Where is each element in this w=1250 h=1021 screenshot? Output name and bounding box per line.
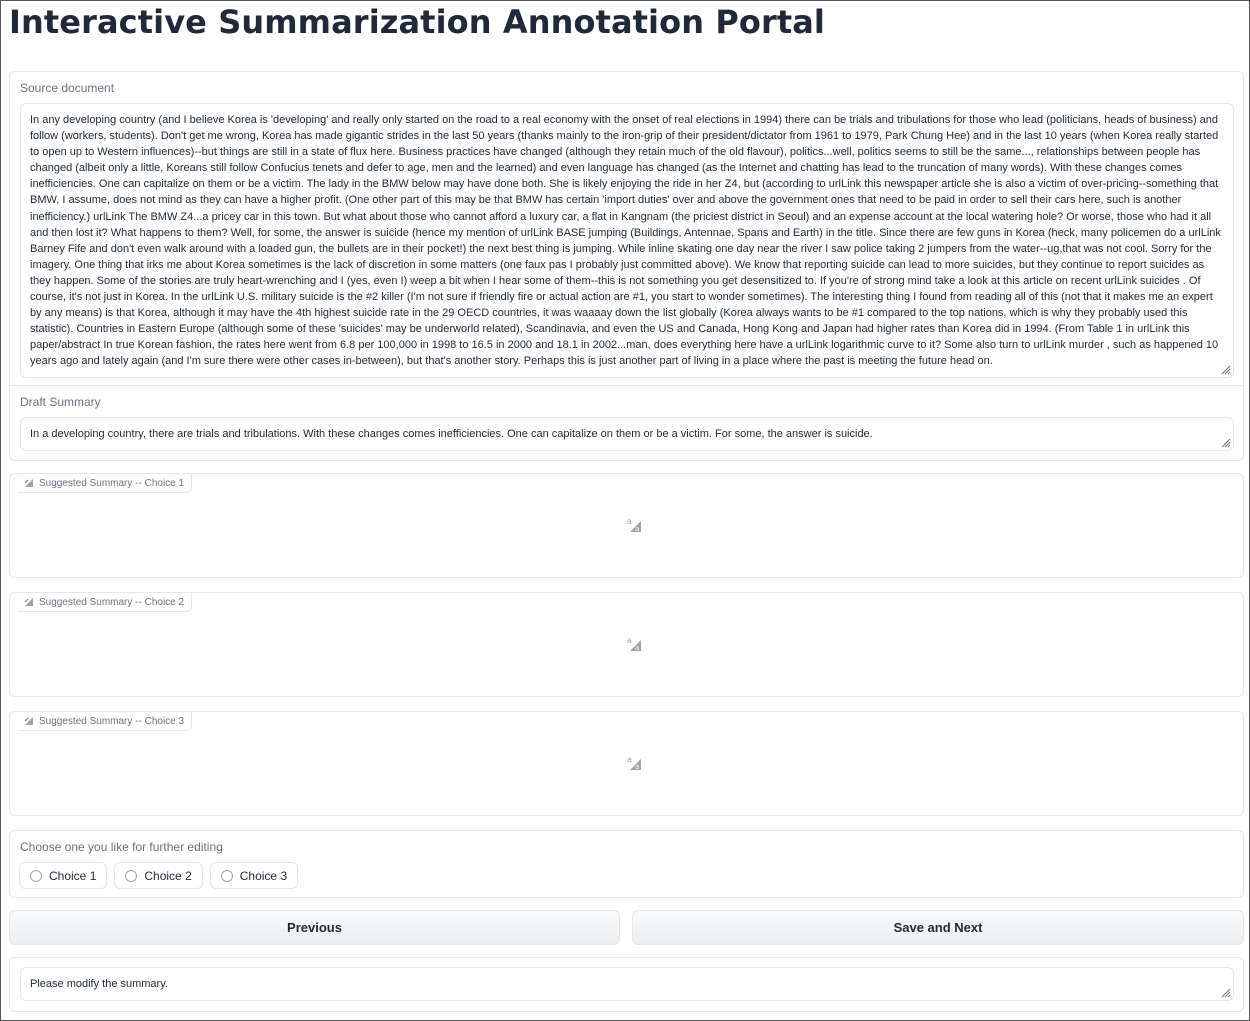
page-title: Interactive Summarization Annotation Portal xyxy=(9,3,826,41)
choice-group-label: Choose one you like for further editing xyxy=(20,840,223,854)
text-highlight-icon xyxy=(24,716,34,726)
radio-circle-icon xyxy=(30,870,42,882)
feedback-panel xyxy=(9,957,1244,1012)
svg-text:a: a xyxy=(634,763,639,771)
radio-circle-icon xyxy=(125,870,137,882)
radio-label: Choice 2 xyxy=(144,868,192,883)
feedback-textarea[interactable] xyxy=(20,967,1234,1001)
suggested-summary-label: Suggested Summary -- Choice 2 xyxy=(39,596,185,608)
radio-choice-1[interactable] xyxy=(19,862,107,889)
resize-handle-icon[interactable] xyxy=(1221,365,1231,375)
suggested-summary-tag xyxy=(18,712,192,731)
suggested-summary-label: Suggested Summary -- Choice 3 xyxy=(39,715,185,727)
resize-handle-icon[interactable] xyxy=(1221,988,1231,998)
text-highlight-icon xyxy=(24,597,34,607)
svg-text:a: a xyxy=(626,517,632,526)
panel-divider xyxy=(10,385,1243,386)
suggested-summary-1 xyxy=(9,473,1244,578)
radio-label: Choice 3 xyxy=(239,868,288,883)
suggested-summary-label: Suggested Summary -- Choice 1 xyxy=(39,477,185,489)
draft-summary-label: Draft Summary xyxy=(20,395,101,409)
text-highlight-icon xyxy=(24,478,34,488)
radio-label: Choice 1 xyxy=(49,868,97,883)
choice-radio-group xyxy=(9,830,1244,898)
draft-summary-text: In a developing country, there are trials and tribulations. With these changes comes inefficiencies. One can capitalize on them or be a victim. For some, the answer is suicide. xyxy=(30,428,873,440)
text-placeholder-icon xyxy=(626,636,642,652)
suggested-summary-tag xyxy=(18,593,192,612)
source-document-label: Source document xyxy=(20,81,115,95)
radio-choice-3[interactable] xyxy=(210,862,298,889)
suggested-summary-3 xyxy=(9,711,1244,816)
text-placeholder-icon xyxy=(626,517,642,533)
suggested-summary-2 xyxy=(9,592,1244,697)
document-panel xyxy=(9,71,1244,461)
text-placeholder-icon xyxy=(626,755,642,771)
svg-text:a: a xyxy=(626,636,632,645)
svg-text:a: a xyxy=(634,525,639,533)
radio-circle-icon xyxy=(221,870,233,882)
resize-handle-icon[interactable] xyxy=(1221,438,1231,448)
draft-summary-textarea[interactable] xyxy=(20,417,1234,451)
suggested-summary-tag xyxy=(18,474,192,493)
svg-text:a: a xyxy=(626,755,632,764)
radio-choice-2[interactable] xyxy=(114,862,202,889)
save-and-next-button[interactable]: Save and Next xyxy=(632,910,1244,945)
previous-button[interactable]: Previous xyxy=(9,910,620,945)
source-document-textarea[interactable] xyxy=(20,103,1234,378)
source-document-text: In any developing country (and I believe Korea is 'developing' and really only started on the road to a real economy with the onset of real elections in 1994) there can be trials and tribulations for those who lead (politicians, heads of business) and follow (workers, students). Don't get me wrong, Korea has made gigantic strides in the last 50 years (thanks mainly to the iron-grip of their president/dictator from 1961 to 1979, Park Chung Hee) and in the last 10 years (when Korea really started to open up to Western influences)--but things are still in a state of flux here. Business practices have changed (although they retain much of the old flavour), politics...well, politics seems to still be the same..., relationships between people has changed (albeit only a little, Koreans still follow Confucius tenets and defer to age, men and the learned) and even language has changed (as the Internet and chatting has lead to the truncation of many words). With these changes comes inefficiencies. One can capitalize on them or be a victim. The lady in the BMW below may have done both. She is likely enjoying the ride in her Z4, but (according to urlLink this newspaper article she is also a victim of over-pricing--something that BMW, I assume, does not mind as they can have a higher profit. (One other part of this may be that BMW has certain 'import duties' over and above the government ones that need to be paid in order to sell their cars here, such is another inefficiency.) urlLink The BMW Z4...a pricey car in this town. But what about those who cannot afford a luxury car, a flat in Kangnam (the priciest district in Seoul) and an expense account at the local watering hole? Or worse, those who had it all and then lost it? What happens to them? Well, for some, the answer is suicide (hence my mention of urlLink BASE jumping (Buildings, Antennae, Spans and Earth) in the title. Since there are few guns in Korea (heck, many policemen do a urlLink Barney Fife and don't even walk around with a loaded gun, the bullets are in their pocket!) the next best thing is jumping. While inline skating one day near the river I saw police taking 2 jumpers from the water--ug,that was not cool. Sorry for the imagery. One thing that irks me about Korea sometimes is the lack of discretion in some matters (one faux pas I probably just committed above). We know that reporting suicide can lead to more suicides, but they continue to report suicides as they happen. Some of the stories are truly heart-wrenching and I (yes, even I) weep a bit when I hear some of them--this is not something you get desensitized to. If you're of strong mind take a look at this article on recent urlLink suicides . Of course, it's not just in Korea. In the urlLink U.S. military suicide is the #2 killer (I'm not sure if friendly fire or actual action are #1, you start to wonder sometimes). The interesting thing I found from reading all of this (not that it makes me an expert by any means) is that Korea, although it may have the 4th highest suicide rate in the 29 OECD countries, it was waaaay down the list globally (Korea always wants to be #1 compared to the top nations, which is why they probably used this statistic). Countries in Eastern Europe (although some of these 'suicides' may be underworld related), Scandinavia, and even the US and Canada, Hong Kong and Japan had higher rates than Korea did in 1994. (From Table 1 in urlLink this paper/abstract In true Korean fashion, the rates here went from 6.8 per 100,000 in 1998 to 16.5 in 2000 and 18.1 in 2002...man, does everything here have a urlLink logarithmic curve to it? Some also turn to urlLink murder , such as happened 10 years ago and lately again (and I'm sure there were other cases in-between), but that's another story. Perhaps this is just another part of living in a place where the past is meeting the future head on. xyxy=(30,114,1221,368)
feedback-text: Please modify the summary. xyxy=(30,978,168,990)
svg-text:a: a xyxy=(634,644,639,652)
